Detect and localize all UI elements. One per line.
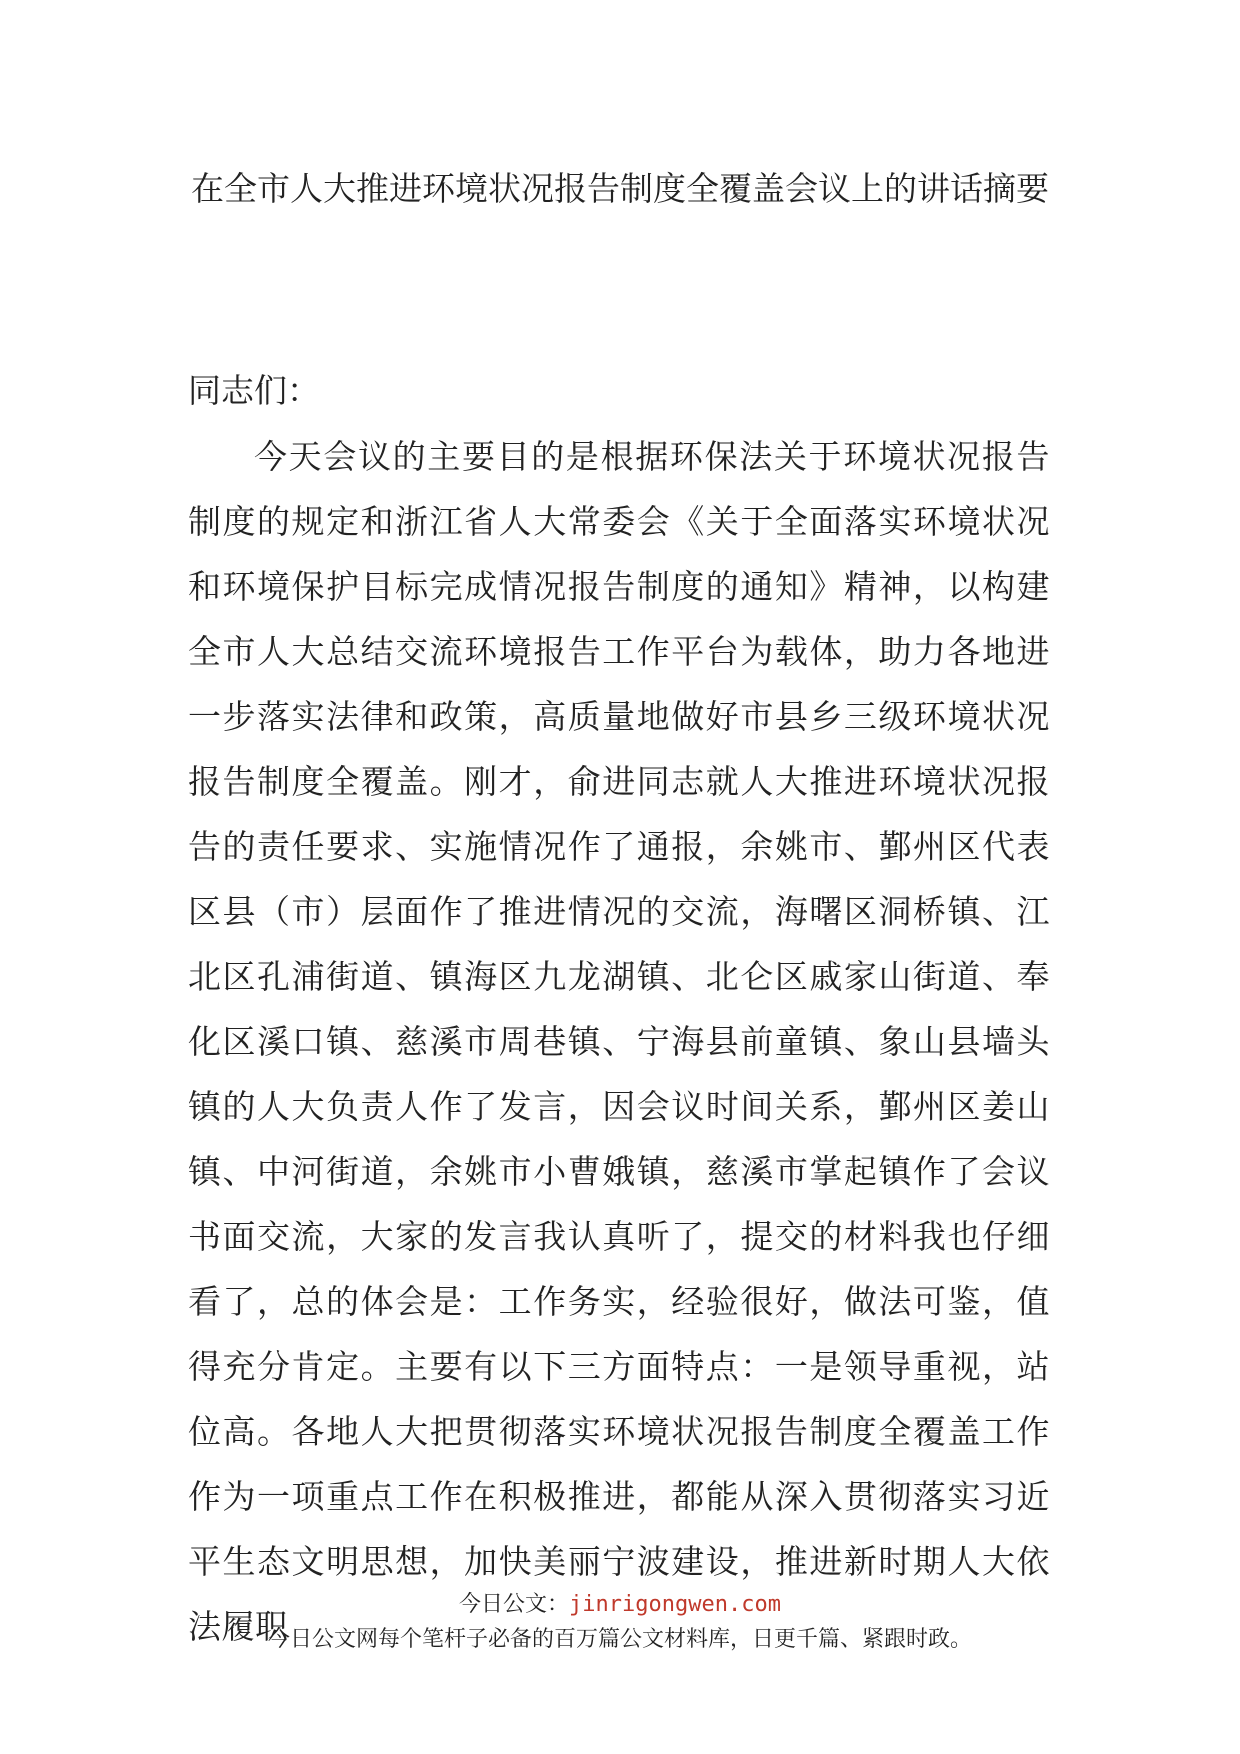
body-paragraph: 今天会议的主要目的是根据环保法关于环境状况报告制度的规定和浙江省人大常委会《关于全面落实环境状况和环境保护目标完成情况报告制度的通知》精神，以构建全市人大总结交流环境报告工作平台为载体，助力各地进一步落实法律和政策，高质量地做好市县乡三级环境状况报告制度全覆盖。刚才，俞进同志就人大推进环境状况报告的责任要求、实施情况作了通报，余姚市、鄞州区代表区县（市）层面作了推进情况的交流，海曙区洞桥镇、江北区孔浦街道、镇海区九龙湖镇、北仑区戚家山街道、奉化区溪口镇、慈溪市周巷镇、宁海县前童镇、象山县墙头镇的人大负责人作了发言，因会议时间关系，鄞州区姜山镇、中河街道，余姚市小曹娥镇，慈溪市掌起镇作了会议书面交流，大家的发言我认真听了，提交的材料我也仔细看了，总的体会是：工作务实，经验很好，做法可鉴，值得充分肯定。主要有以下三方面特点：一是领导重视，站位高。各地人大把贯彻落实环境状况报告制度全覆盖工作作为一项重点工作在积极推进，都能从深入贯彻落实习近平生态文明思想，加快美丽宁波建设，推进新时期人大依法履职 bbox=[188, 437, 1050, 1646]
footer-site-line bbox=[0, 1588, 1240, 1622]
footer-site-label: 今日公文： bbox=[459, 1592, 570, 1617]
page-footer bbox=[0, 1588, 1240, 1658]
document-title: 在全市人大推进环境状况报告制度全覆盖会议上的讲话摘要 bbox=[191, 169, 1049, 208]
footer-tagline: 今日公文网每个笔杆子必备的百万篇公文材料库，日更千篇、紧跟时政。 bbox=[267, 1627, 972, 1652]
footer-site-url[interactable]: jinrigongwen.com bbox=[569, 1592, 781, 1617]
salutation: 同志们： bbox=[188, 371, 320, 410]
